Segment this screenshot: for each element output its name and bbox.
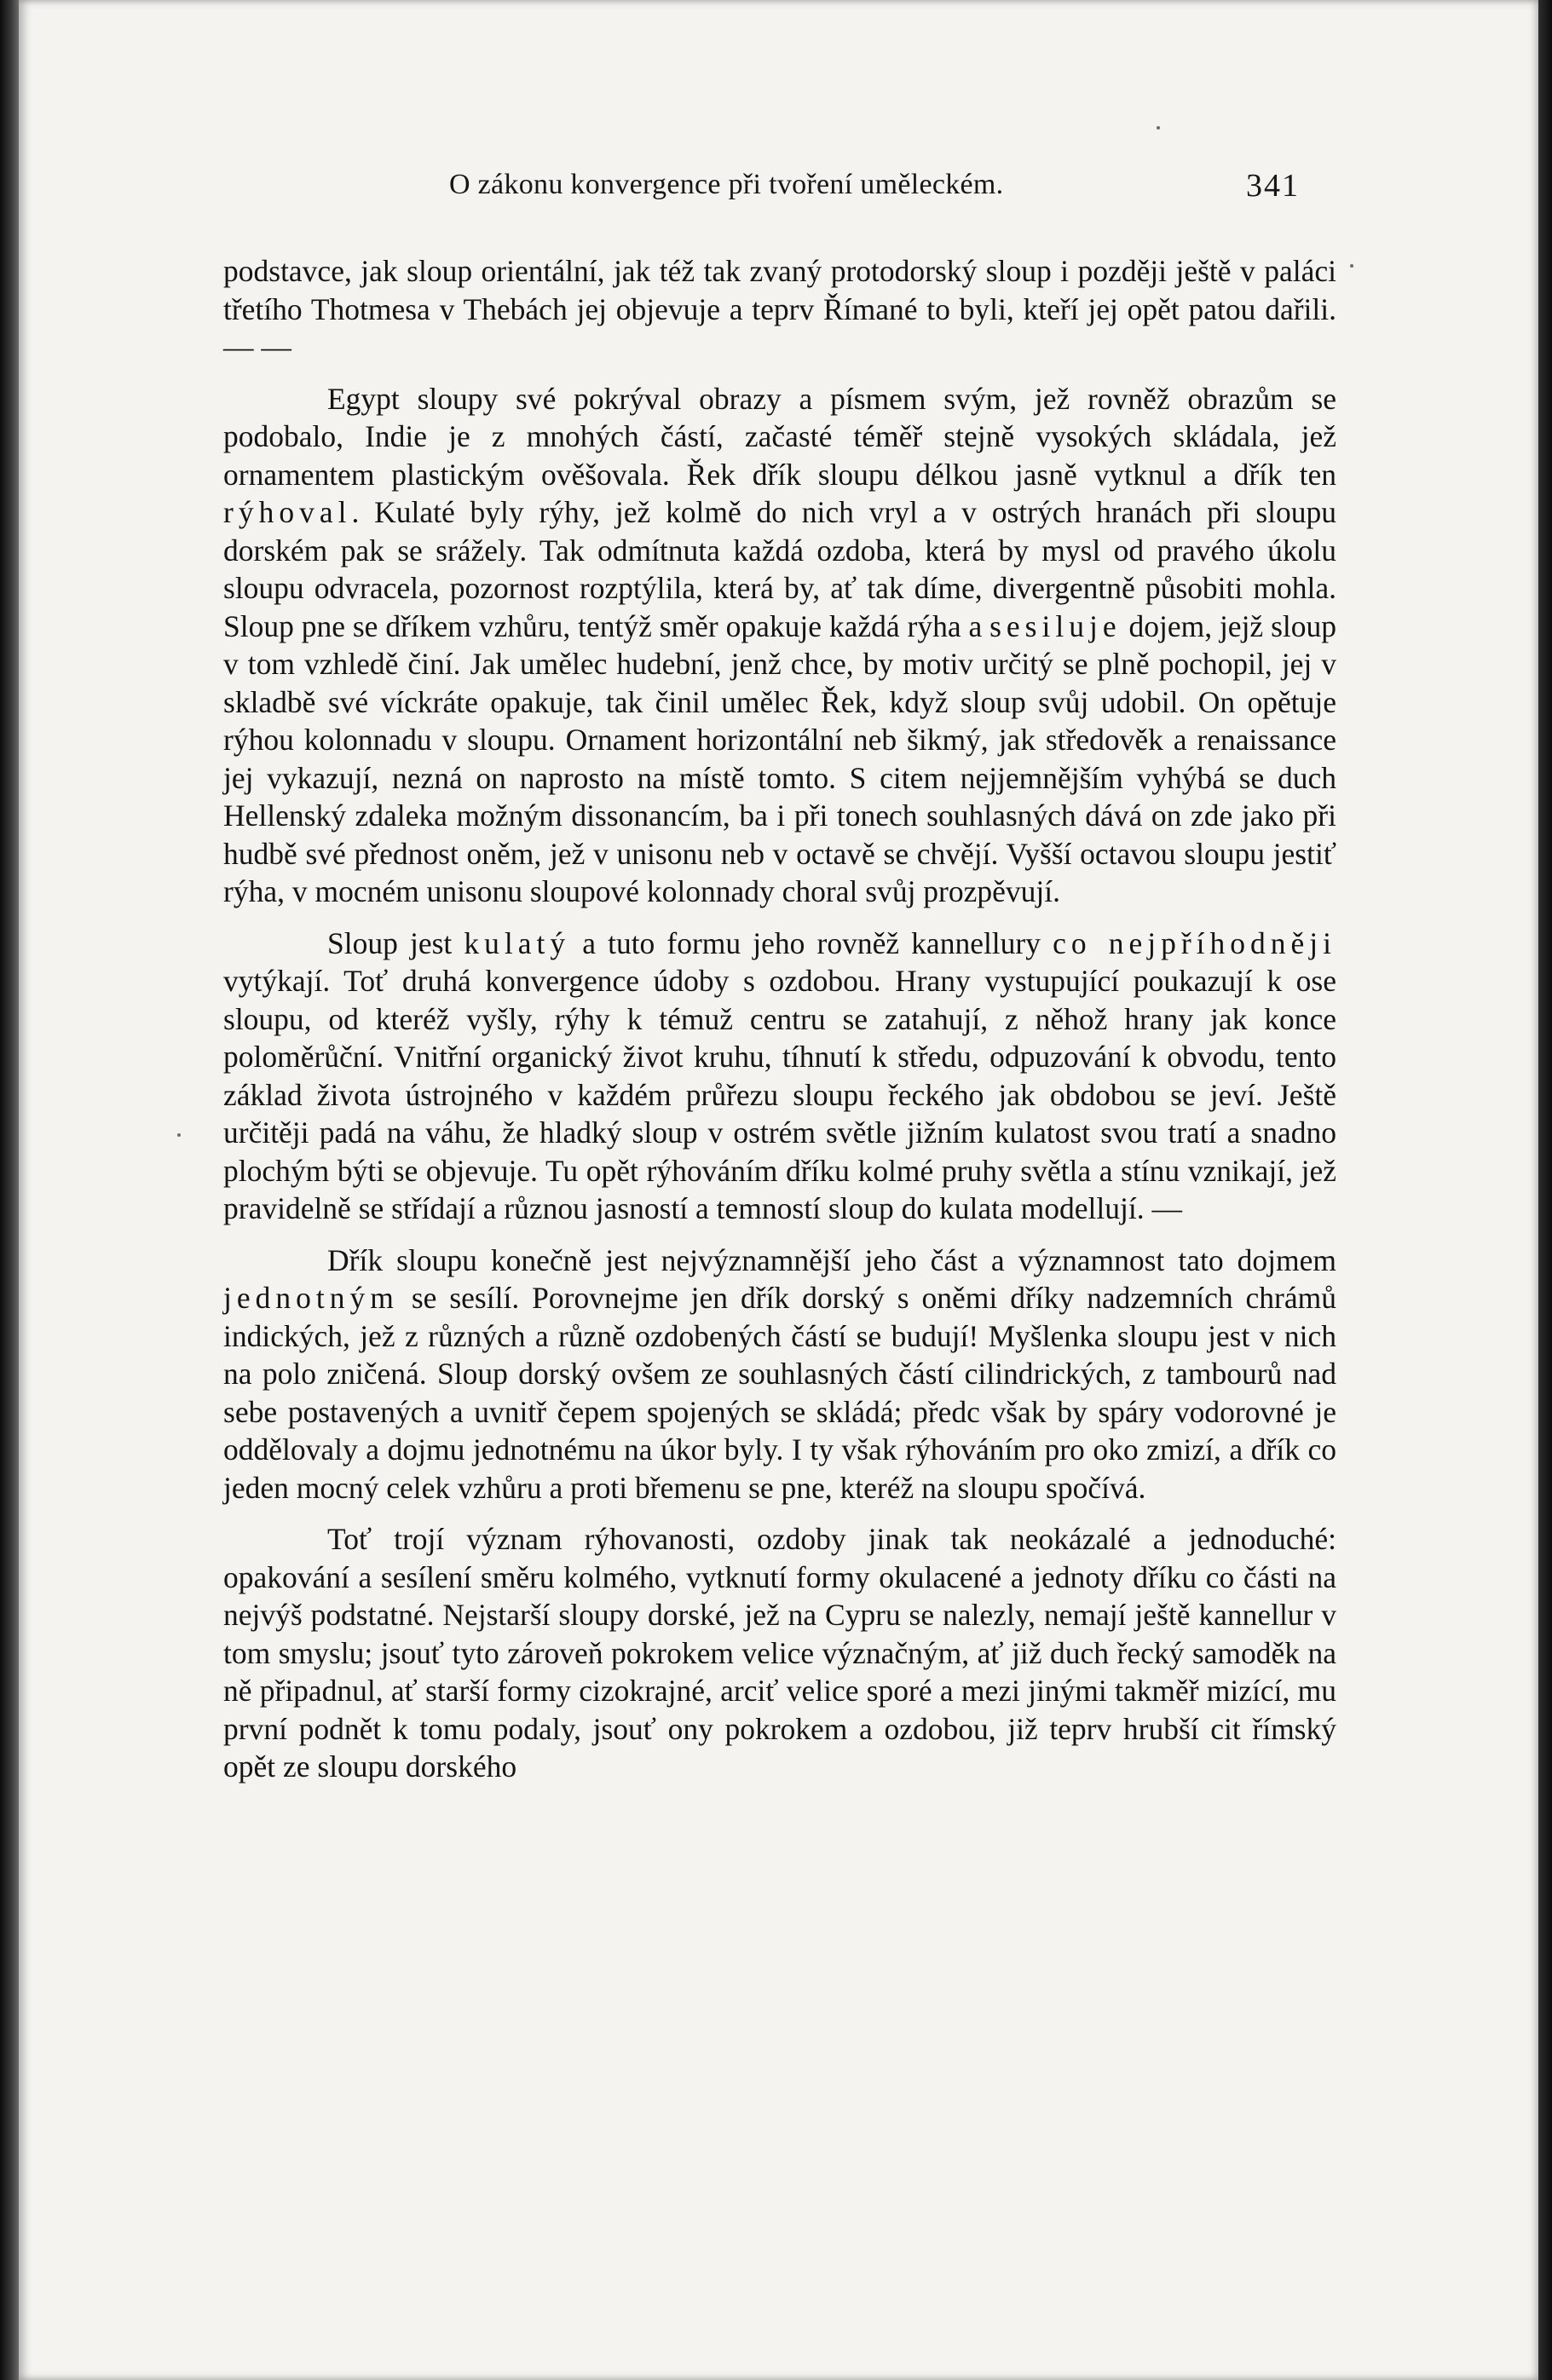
text-run: Dřík sloupu konečně jest nejvýznamnější jeho část a významnost tato dojmem [327, 1242, 1336, 1277]
emphasized-spaced-text: sesiluje [989, 608, 1122, 643]
book-page [19, 0, 1538, 2380]
text-run: se sesílí. Porovnejme jen dřík dorský s oněmi dříky nadzemních chrámů indických, jež z různých a různě ozdobených částí se budují! Myšlenka sloupu jest v nich na polo zničená. Sloup dorský ovšem ze souhlasných částí cilindrických, z tambourů nad sebe postavených a uvnitř čepem spojených se skládá; předc však by spáry vodorovné je oddělovaly a dojmu jednotnému na úkor byly. I ty však rýhováním pro oko zmizí, a dřík co jeden mocný celek vzhůru a proti břemenu se pne, kteréž na sloupu spočívá. [223, 1281, 1336, 1505]
scan-speck [177, 1133, 181, 1137]
scan-speck [1157, 126, 1160, 130]
scan-edge-left [0, 0, 19, 2380]
text-run: vytýkají. Toť druhá konvergence údoby s ozdobou. Hrany vystupující poukazují k ose sloupu, od kteréž vyšly, rýhy k témuž centru se zatahují, z něhož hrany jak konce poloměrůční. Vnitřní organický život kruhu, tíhnutí k středu, odpuzování k obvodu, tento základ života ústrojného v každém průřezu sloupu řeckého jak obdobou se jeví. Ještě určitěji padá na váhu, že hladký sloup v ostrém světle jižním kulatost svou tratí a snadno plochým býti se objevuje. Tu opět rýhováním dříku kolmé pruhy světla a stínu vznikají, jež pravidelně se střídají a různou jasností a temností sloup do kulata modellují. — [223, 964, 1336, 1225]
emphasized-spaced-text: jednotným [223, 1281, 399, 1315]
scan-edge-right [1538, 0, 1552, 2380]
running-title: O zákonu konvergence při tvoření uměleckém. [449, 169, 1004, 200]
text-run: podstavce, jak sloup orientální, jak též tak zvaný protodorský sloup i později ještě v paláci třetího Thotmesa v Thebách jej objevuje a teprv Římané to byli, kteří jej opět patou dařili. — — [223, 254, 1336, 364]
emphasized-spaced-text: rýhoval [223, 495, 352, 529]
paragraph [223, 252, 1336, 366]
text-run: Sloup jest [327, 925, 464, 960]
text-run: dojem, jejž sloup v tom vzhledě činí. Jak umělec hudební, jenž chce, by motiv určitý se plně pochopil, jej v skladbě své víckráte opakuje, tak činil umělec Řek, když sloup svůj udobil. On opětuje rýhou kolonnadu v sloupu. Ornament horizontální neb šikmý, jak středověk a renaissance jej vykazují, nezná on naprosto na místě tomto. S citem nejjemnějším vyhýbá se duch Hellenský zdaleka možným dissonancím, ba i při tonech souhlasných dává on zde jako při hudbě své přednost oněm, jež v unisonu neb v octavě se chvějí. Vyšší octavou sloupu jestiť rýha, v mocném unisonu sloupové kolonnady choral svůj prozpěvují. [223, 608, 1336, 908]
body-text [223, 252, 1336, 1786]
paragraph [223, 380, 1336, 911]
text-run: a tuto formu jeho rovněž kannellury [570, 925, 1053, 960]
paragraph [223, 1520, 1336, 1786]
emphasized-spaced-text: kulatý [464, 925, 571, 960]
text-run: Toť trojí význam rýhovanosti, ozdoby jinak tak neokázalé a jednoduché: opakování a sesílení směru kolmého, vytknutí formy okulacené a jednoty dříku co části na nejvýš podstatné. Nejstarší sloupy dorské, jež na Cypru se nalezly, nemají ještě kannellur v tom smyslu; jsouť tyto zároveň pokrokem velice význačným, ať již duch řecký samoděk na ně připadnul, ať starší formy cizokrajné, arciť velice sporé a mezi jinými takměř mizící, mu první podnět k tomu podaly, jsouť ony pokrokem a ozdobou, již teprv hrubší cit římský opět ze sloupu dorského [223, 1522, 1336, 1784]
scan-speck [1350, 264, 1353, 268]
page-number: 341 [1246, 168, 1300, 204]
paragraph [223, 1242, 1336, 1507]
emphasized-spaced-text: co nejpříhodněji [1053, 925, 1337, 960]
paragraph [223, 925, 1336, 1228]
text-run: . Kulaté byly rýhy, jež kolmě do nich vryl a v ostrých hranách při sloupu dorském pak se srážely. Tak odmítnuta každá ozdoba, která by mysl od pravého úkolu sloupu odvracela, pozornost rozptýlila, která by, ať tak díme, divergentně působiti mohla. Sloup pne se dříkem vzhůru, tentýž směr opakuje každá rýha a [223, 495, 1336, 643]
text-run: Egypt sloupy své pokrýval obrazy a písmem svým, jež rovněž obrazům se podobalo, Indie je z mnohých částí, začasté téměř stejně vysokých skládala, jež ornamentem plastickým ověšovala. Řek dřík sloupu délkou jasně vytknul a dřík ten [223, 381, 1336, 492]
